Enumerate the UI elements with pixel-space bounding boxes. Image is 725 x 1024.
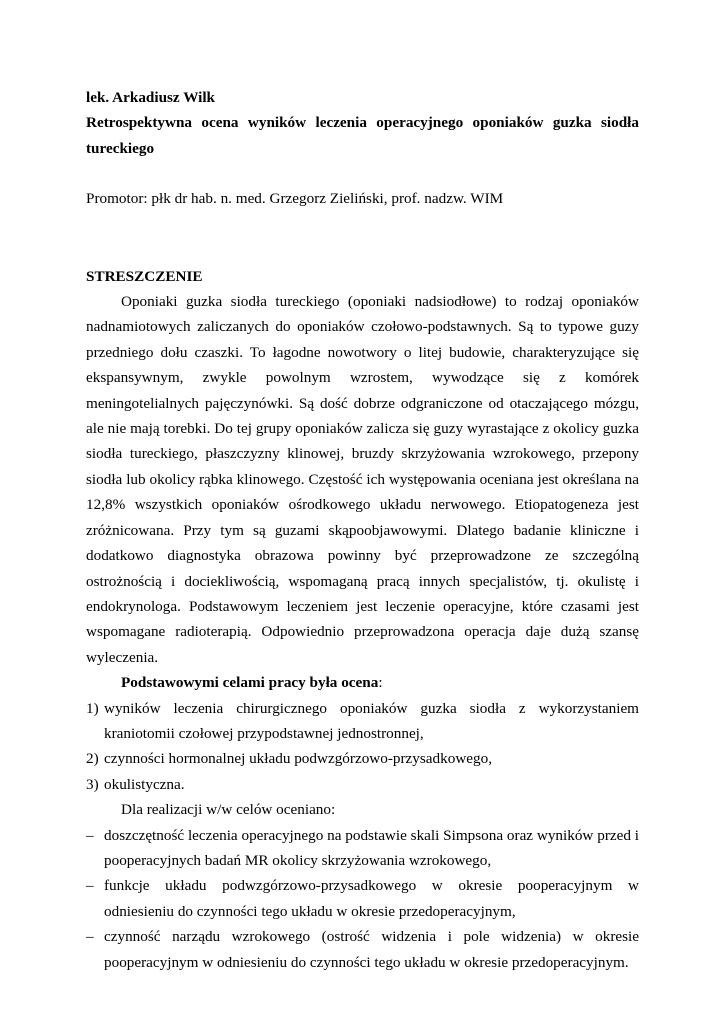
list-item bbox=[86, 746, 639, 771]
list-item-text: czynności hormonalnej układu podwzgórzowo-przysadkowego, bbox=[104, 750, 493, 768]
aims-list bbox=[86, 696, 639, 798]
document-body bbox=[86, 85, 639, 975]
aims-lead-text: Podstawowymi celami pracy była ocena bbox=[121, 674, 379, 692]
section-heading: STRESZCZENIE bbox=[86, 267, 203, 285]
evaluated-lead: Dla realizacji w/w celów oceniano: bbox=[121, 801, 336, 819]
dash-bullet: – bbox=[86, 877, 94, 895]
list-number: 2) bbox=[86, 750, 99, 768]
list-item-text: okulistyczna. bbox=[104, 775, 185, 793]
list-item bbox=[86, 823, 639, 874]
list-item bbox=[86, 772, 639, 797]
list-number: 1) bbox=[86, 699, 99, 717]
list-item bbox=[86, 873, 639, 924]
promoter-line: Promotor: płk dr hab. n. med. Grzegorz Zieliński, prof. nadzw. WIM bbox=[86, 190, 504, 208]
aims-lead bbox=[86, 670, 639, 695]
author-line: lek. Arkadiusz Wilk bbox=[86, 89, 215, 106]
dash-bullet: – bbox=[86, 826, 94, 844]
list-item-text: czynność narządu wzrokowego (ostrość widzenia i pole widzenia) w okresie pooperacyjnym w odniesieniu do czynności tego układu w okresie przedoperacyjnym. bbox=[104, 928, 639, 971]
list-item-text: funkcje układu podwzgórzowo-przysadkowego w okresie pooperacyjnym w odniesieniu do czynności tego układu w okresie przedoperacyjnym, bbox=[104, 877, 639, 920]
list-item-text: wyników leczenia chirurgicznego oponiaków guzka siodła z wykorzystaniem kraniotomii czołowej przypodstawnej jednostronnej, bbox=[104, 699, 639, 742]
list-item bbox=[86, 696, 639, 747]
evaluated-list bbox=[86, 823, 639, 975]
list-item bbox=[86, 924, 639, 975]
list-item-text: doszczętność leczenia operacyjnego na podstawie skali Simpsona oraz wyników przed i pooperacyjnych badań MR okolicy skrzyżowania wzrokowego, bbox=[104, 826, 639, 869]
dash-bullet: – bbox=[86, 928, 94, 946]
document-title: Retrospektywna ocena wyników leczenia operacyjnego oponiaków guzka siodła tureckiego bbox=[86, 114, 639, 157]
list-number: 3) bbox=[86, 775, 99, 793]
abstract-paragraph: Oponiaki guzka siodła tureckiego (oponiaki nadsiodłowe) to rodzaj oponiaków nadnamiotowych zaliczanych do oponiaków czołowo-podstawnych. Są to typowe guzy przedniego dołu czaszki. To łagodne nowotwory o litej budowie, charakteryzujące się ekspansywnym, zwykle powolnym wzrostem, wywodzące się z komórek meningotelialnych pajęczynówki. Są dość dobrze odgraniczone od otaczającego mózgu, ale nie mają torebki. Do tej grupy oponiaków zalicza się guzy wyrastające z okolicy guzka siodła tureckiego, płaszczyzny klinowej, bruzdy skrzyżowania wzrokowego, przepony siodła lub okolicy rąbka klinowego. Częstość ich występowania oceniana jest określana na 12,8% wszystkich oponiaków ośrodkowego układu nerwowego. Etiopatogeneza jest zróżnicowana. Przy tym są guzami skąpoobjawowymi. Dlatego badanie kliniczne i dodatkowo diagnostyka obrazowa powinny być przeprowadzone ze szczególną ostrożnością i dociekliwością, wspomaganą pracą innych specjalistów, tj. okulistę i endokrynologa. Podstawowym leczeniem jest leczenie operacyjne, które czasami jest wspomagane radioterapią. Odpowiednio przeprowadzona operacja daje dużą szansę wyleczenia. bbox=[86, 293, 639, 666]
aims-lead-colon: : bbox=[378, 674, 383, 692]
